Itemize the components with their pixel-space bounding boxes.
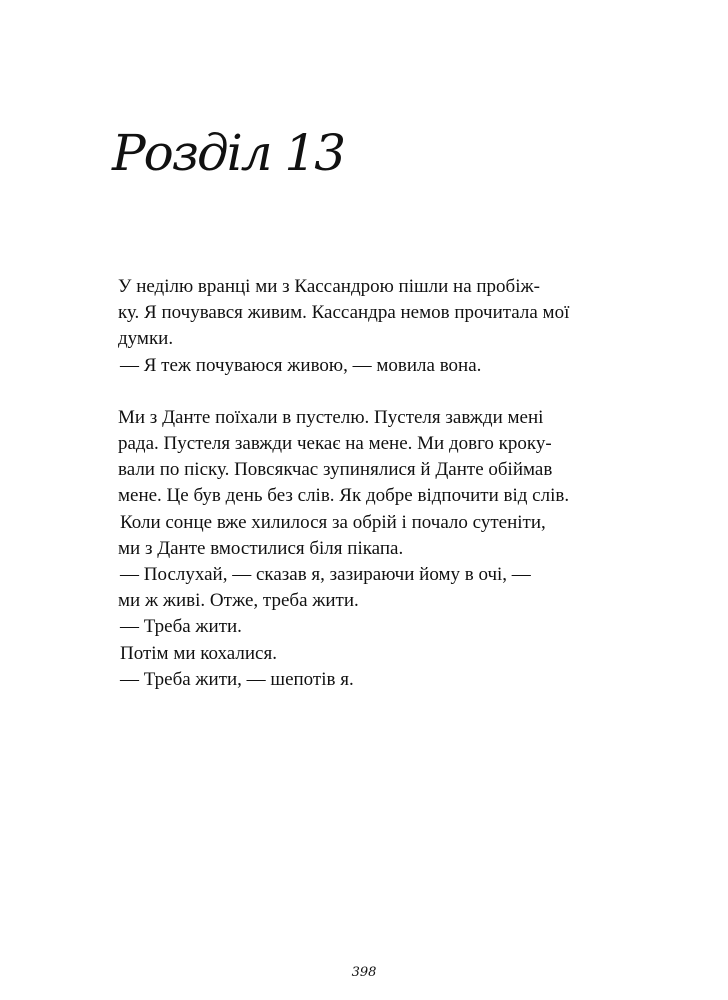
text-line: У неділю вранці ми з Кассандрою пішли на пробіж- (118, 276, 540, 297)
text-line: — Послухай, — сказав я, зазираючи йому в очі, — (120, 564, 531, 586)
paragraph-gap (118, 379, 610, 405)
text-line: — Треба жити. (120, 616, 242, 638)
text-line: — Треба жити, — шепотів я. (120, 668, 354, 690)
text-line: ми з Данте вмостилися біля пікапа. (118, 537, 404, 559)
text-line: думки. (118, 328, 174, 350)
text-line: вали по піску. Повсякчас зупинялися й Данте обіймав (118, 459, 553, 481)
chapter-title: Розділ 13 (112, 124, 345, 182)
text-line: рада. Пустеля завжди чекає на мене. Ми довго кроку- (118, 433, 552, 455)
text-line: Коли сонце вже хилилося за обрій і почало сутеніти, (120, 511, 546, 533)
text-line: мене. Це був день без слів. Як добре відпочити від слів. (118, 485, 570, 507)
text-line: Потім ми кохалися. (120, 642, 277, 664)
page-number: 398 (351, 965, 377, 980)
text-line: ми ж живі. Отже, треба жити. (118, 590, 359, 612)
text-line: Ми з Данте поїхали в пустелю. Пустеля завжди мені (118, 406, 544, 428)
text-line: — Я теж почуваюся живою, — мовила вона. (120, 354, 482, 376)
text-line: ку. Я почувався живим. Кассандра немов прочитала мої (118, 302, 570, 324)
body-text (118, 274, 610, 693)
